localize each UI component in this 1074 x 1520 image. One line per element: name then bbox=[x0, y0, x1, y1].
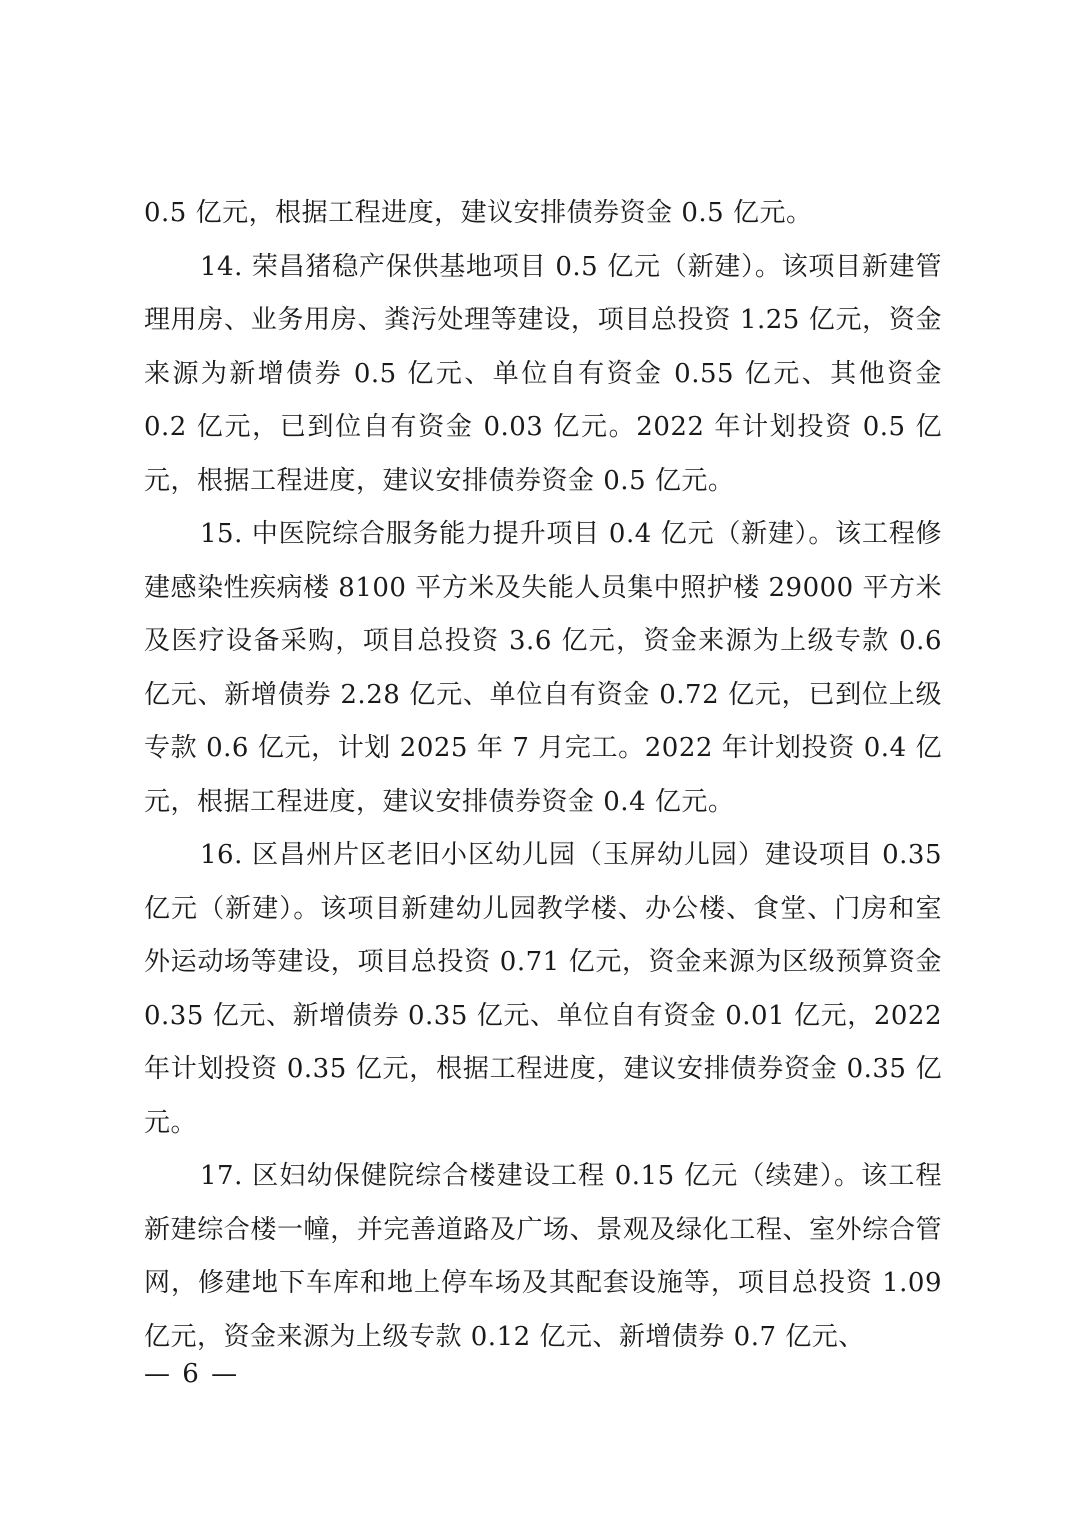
paragraph-item-17: 17. 区妇幼保健院综合楼建设工程 0.15 亿元（续建）。该工程新建综合楼一幢，并完善道路及广场、景观及绿化工程、室外综合管网，修建地下车库和地上停车场及其配套设施等，项目总投资 1.09 亿元，资金来源为上级专款 0.12 亿元、新增债券 0.7 亿元、 bbox=[144, 1161, 942, 1352]
paragraph-item-14: 14. 荣昌猪稳产保供基地项目 0.5 亿元（新建）。该项目新建管理用房、业务用房、粪污处理等建设，项目总投资 1.25 亿元，资金来源为新增债券 0.5 亿元、单位自有资金 0.55 亿元、其他资金 0.2 亿元，已到位自有资金 0.03 亿元。2022 年计划投资 0.5 亿元，根据工程进度，建议安排债券资金 0.5 亿元。 bbox=[144, 251, 942, 496]
page-number: — 6 — bbox=[144, 1359, 240, 1389]
paragraph-item-16: 16. 区昌州片区老旧小区幼儿园（玉屏幼儿园）建设项目 0.35 亿元（新建）。该项目新建幼儿园教学楼、办公楼、食堂、门房和室外运动场等建设，项目总投资 0.71 亿元，资金来源为区级预算资金 0.35 亿元、新增债券 0.35 亿元、单位自有资金 0.01 亿元，2022 年计划投资 0.35 亿元，根据工程进度，建议安排债券资金 0.35 亿元。 bbox=[144, 840, 942, 1138]
body-text bbox=[144, 187, 942, 1364]
paragraph-item-15: 15. 中医院综合服务能力提升项目 0.4 亿元（新建）。该工程修建感染性疾病楼 8100 平方米及失能人员集中照护楼 29000 平方米及医疗设备采购，项目总投资 3.6 亿元，资金来源为上级专款 0.6 亿元、新增债券 2.28 亿元、单位自有资金 0.72 亿元，已到位上级专款 0.6 亿元，计划 2025 年 7 月完工。2022 年计划投资 0.4 亿元，根据工程进度，建议安排债券资金 0.4 亿元。 bbox=[144, 519, 942, 817]
paragraph-continuation: 0.5 亿元，根据工程进度，建议安排债券资金 0.5 亿元。 bbox=[144, 198, 813, 228]
